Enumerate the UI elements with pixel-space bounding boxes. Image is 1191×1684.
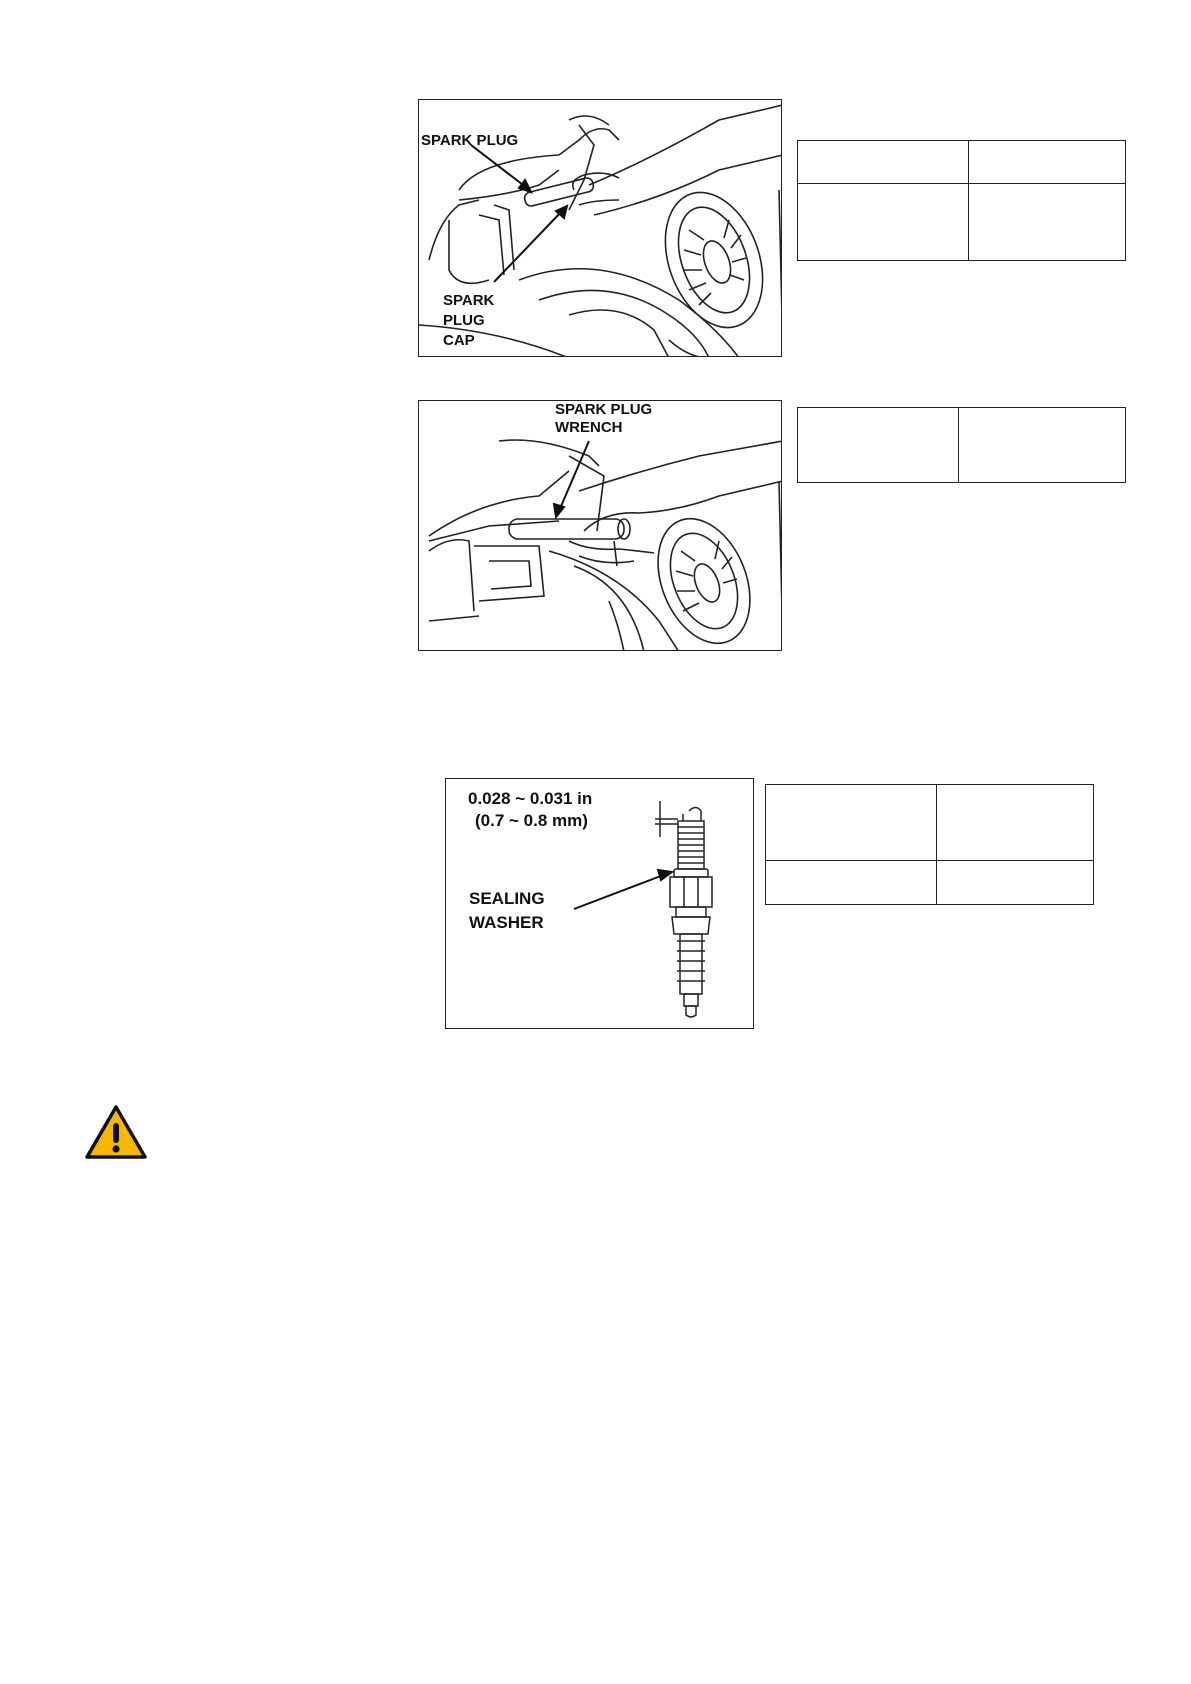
- figure-2-illustration: [419, 401, 782, 651]
- figure-spark-plug-wrench: [418, 400, 782, 651]
- table-2: [797, 407, 1126, 483]
- table-3: [765, 784, 1094, 905]
- table-cell: [766, 785, 937, 861]
- table-cell: [798, 184, 969, 261]
- label-gap-in: 0.028 ~ 0.031 in: [468, 789, 593, 808]
- table-row: [798, 184, 1126, 261]
- table-row: [798, 141, 1126, 184]
- table-row: [766, 861, 1094, 905]
- label-spark-plug-cap-1: SPARK: [443, 292, 495, 309]
- table-cell: [766, 861, 937, 905]
- label-spark-plug: SPARK PLUG: [421, 132, 519, 149]
- table-cell: [798, 408, 959, 483]
- table-row: [766, 785, 1094, 861]
- table-cell: [969, 141, 1126, 184]
- figure-spark-plug-gap: [445, 778, 754, 1029]
- warning-triangle-icon: [84, 1104, 148, 1160]
- label-gap-mm: (0.7 ~ 0.8 mm): [475, 811, 588, 830]
- table-cell: [798, 141, 969, 184]
- label-spark-plug-wrench-2: WRENCH: [555, 419, 623, 436]
- table-cell: [937, 785, 1094, 861]
- figure-spark-plug-cap: [418, 99, 782, 357]
- table-cell: [937, 861, 1094, 905]
- label-spark-plug-cap-2: PLUG: [443, 312, 485, 329]
- label-sealing-washer-1: SEALING: [469, 889, 545, 908]
- table-1: [797, 140, 1126, 261]
- table-cell: [959, 408, 1126, 483]
- label-spark-plug-wrench-1: SPARK PLUG: [555, 401, 653, 418]
- label-sealing-washer-2: WASHER: [469, 913, 544, 932]
- table-row: [798, 408, 1126, 483]
- table-cell: [969, 184, 1126, 261]
- warning-triangle-svg: [84, 1104, 148, 1160]
- label-spark-plug-cap-3: CAP: [443, 332, 475, 349]
